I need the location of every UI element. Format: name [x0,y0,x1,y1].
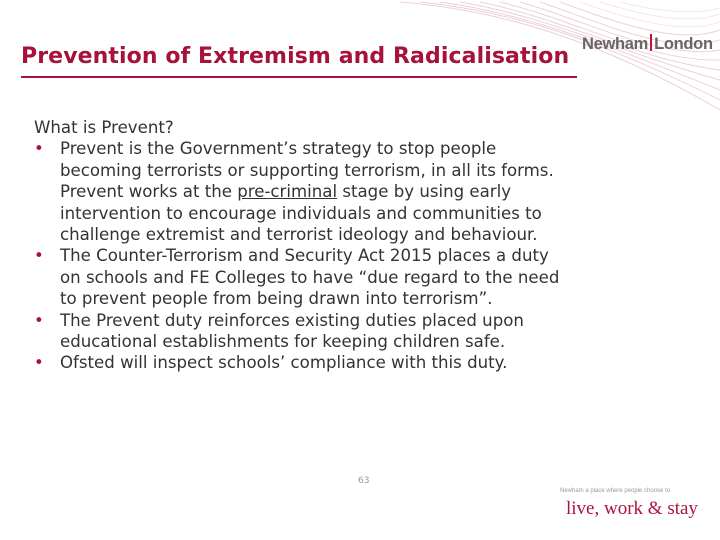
logo-london: London [654,35,713,53]
logo-separator [650,34,652,51]
bullet-icon: • [34,353,44,373]
logo-newham: Newham [582,35,649,53]
bullet-text: The Prevent duty reinforces existing duties placed upon educational establishments for keeping children safe. [60,310,524,352]
page-number: 63 [358,476,370,486]
bullet-text-part: Prevent is the Government’s strategy to stop people becoming terrorists or supporting terrorism, in all its forms. Prevent works at the [60,139,554,202]
bullet-item-act [34,245,566,309]
footer-slogan: live, work & stay [566,498,698,519]
slide-body [34,117,566,374]
bullet-icon: • [34,139,44,159]
bullet-item-strategy [34,138,566,245]
bullet-item-ofsted [34,352,566,373]
bullet-list [34,138,566,373]
title-underline [21,76,577,78]
bullet-icon: • [34,246,44,266]
bullet-text-part: stage by using early intervention to encourage individuals and communities to challenge extremist and terrorist ideology and behaviour. [60,182,542,245]
footer-tagline: Newham a place where people choose to [560,488,671,494]
intro-question: What is Prevent? [34,118,174,137]
bullet-icon: • [34,310,44,330]
newham-london-logo [582,34,713,54]
bullet-text: Ofsted will inspect schools’ compliance with this duty. [60,353,508,373]
underlined-term: pre-criminal [237,182,338,202]
bullet-text: The Counter-Terrorism and Security Act 2015 places a duty on schools and FE Colleges to have “due regard to the need to prevent people from being drawn into terrorism”. [60,246,560,309]
slide-title: Prevention of Extremism and Radicalisation [21,44,570,69]
bullet-item-duty [34,310,566,353]
